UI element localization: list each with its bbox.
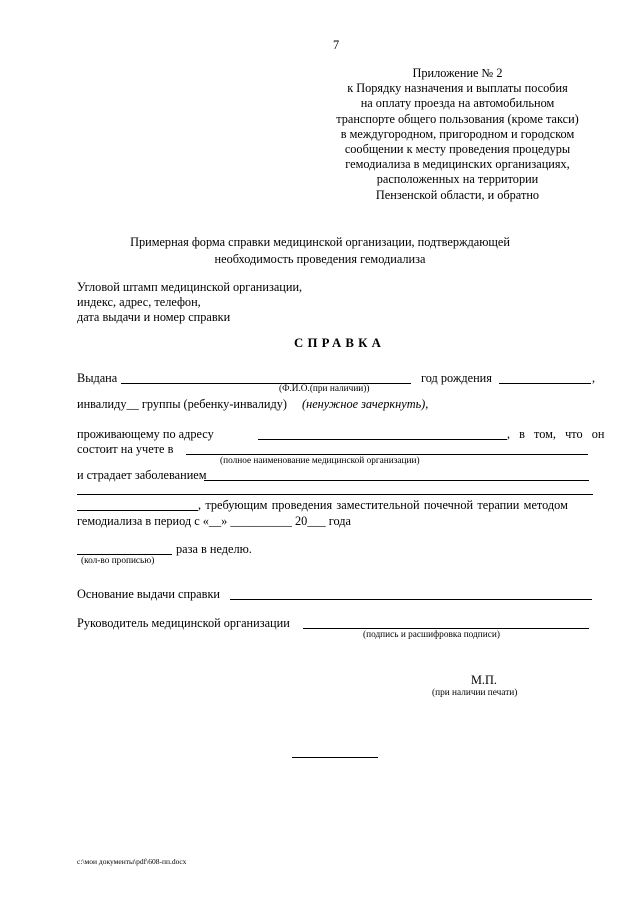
registered-label: состоит на учете в <box>77 442 174 456</box>
page-number: 7 <box>333 38 340 52</box>
signature-hint: (подпись и расшифровка подписи) <box>363 630 500 640</box>
appendix-line: Пензенской области, и обратно <box>375 187 540 202</box>
per-week-label: раза в неделю. <box>176 542 252 556</box>
heading-line-1: Примерная форма справки медицинской организации, подтверждающей <box>130 235 510 249</box>
appendix-line: Приложение № 2 <box>412 66 503 80</box>
address-label: проживающему по адресу <box>77 427 214 441</box>
appendix-line: в междугородном, пригородном и городском <box>340 126 575 141</box>
signature-field-line <box>303 628 589 629</box>
appendix-line: транспорте общего пользования (кроме такси) <box>336 111 579 126</box>
fio-hint: (Ф.И.О.(при наличии)) <box>279 384 370 394</box>
count-hint: (кол-во прописью) <box>81 556 155 566</box>
disability-note: (ненужное зачеркнуть), <box>302 397 429 411</box>
therapy-text: , требующим проведения заместительной почечной терапии методом <box>198 498 568 512</box>
birth-year-label: год рождения <box>421 371 492 385</box>
birth-year-field-line <box>499 383 591 384</box>
corner-stamp-block <box>77 280 302 326</box>
seal-mark: М.П. <box>471 673 497 687</box>
head-label: Руководитель медицинской организации <box>77 616 290 630</box>
basis-label: Основание выдачи справки <box>77 587 220 601</box>
disease-label: и страдает заболеванием <box>77 468 207 482</box>
disability-text: инвалиду__ группы (ребенку-инвалиду) <box>77 397 288 411</box>
end-divider <box>292 757 378 758</box>
period-text: гемодиализа в период с «__» __________ 20___ года <box>77 514 352 528</box>
address-suffix: , в том, что он <box>507 427 605 441</box>
appendix-line: на оплату проезда на автомобильном <box>360 96 555 111</box>
issued-label: Выдана <box>77 371 118 385</box>
stamp-line: дата выдачи и номер справки <box>77 310 231 325</box>
form-heading <box>80 234 560 267</box>
address-field-line <box>258 439 507 440</box>
heading-line-2: необходимость проведения гемодиализа <box>214 251 426 266</box>
disease-field-line <box>204 480 589 481</box>
organization-field-line <box>186 454 588 455</box>
seal-hint: (при наличии печати) <box>432 688 518 698</box>
organization-hint: (полное наименование медицинской организации) <box>220 456 420 466</box>
footer-file-path: c:\мои документы\pdf\608-пп.docx <box>77 857 187 866</box>
appendix-line: сообщении к месту проведения процедуры <box>344 142 571 157</box>
disease-field-line-3 <box>77 510 198 511</box>
basis-field-line <box>230 599 592 600</box>
appendix-block <box>300 66 615 203</box>
stamp-line: индекс, адрес, телефон, <box>77 295 201 310</box>
appendix-line: к Порядку назначения и выплаты пособия <box>347 81 568 96</box>
disease-field-line-2 <box>77 494 593 495</box>
appendix-line: гемодиализа в медицинских организациях, <box>345 157 570 172</box>
document-title: СПРАВКА <box>294 336 386 350</box>
stamp-line: Угловой штамп медицинской организации, <box>77 280 303 294</box>
comma: , <box>592 371 596 385</box>
appendix-line: расположенных на территории <box>376 172 539 187</box>
count-field-line <box>77 554 172 555</box>
